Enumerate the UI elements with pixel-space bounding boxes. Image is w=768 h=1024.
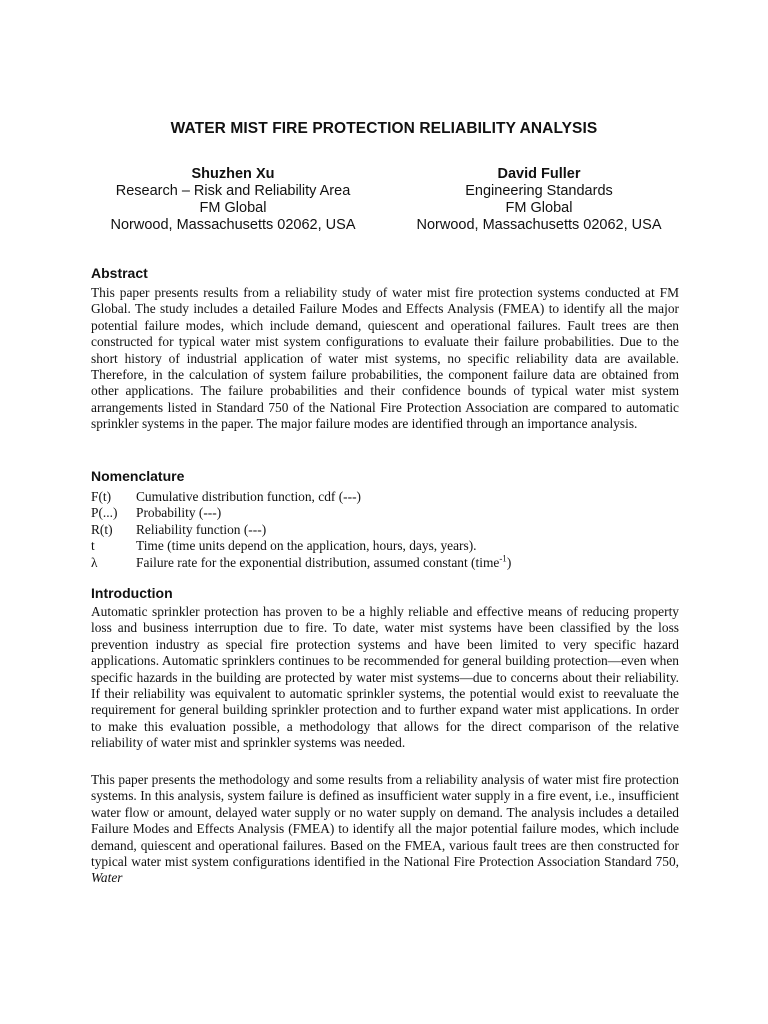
author-block-1 bbox=[83, 166, 383, 234]
nomenclature-description-tail: ) bbox=[506, 554, 512, 570]
author-name: David Fuller bbox=[497, 166, 581, 182]
nomenclature-symbol: λ bbox=[91, 554, 98, 570]
paper-title: WATER MIST FIRE PROTECTION RELIABILITY ANALYSIS bbox=[170, 120, 598, 137]
nomenclature-description: Time (time units depend on the application, hours, days, years). bbox=[136, 538, 477, 554]
nomenclature-symbol: F(t) bbox=[91, 489, 112, 504]
abstract-heading: Abstract bbox=[91, 265, 148, 281]
introduction-paragraph-1: Automatic sprinkler protection has proven to be a highly reliable and effective means of reducing property loss and business interruption due to fire. To date, water mist systems have been classified by the loss prevention industry as special fire protection systems and have been limited to very specific hazard applications. Automatic sprinklers continues to be recommended for general building protection—even when specific hazards in the building are protected by water mist systems—due to concerns about their reliability. If their reliability was equivalent to automatic sprinkler systems, the potential would exist to reevaluate the requirement for general building sprinkler protection and to further expand water mist applications. In order to make this evaluation possible, a methodology that allows for the direct comparison of the relative reliability of water mist and sprinkler systems was needed. bbox=[91, 604, 679, 751]
nomenclature-description bbox=[136, 555, 691, 571]
nomenclature-symbol: R(t) bbox=[91, 521, 113, 537]
author-organization: FM Global bbox=[505, 200, 573, 216]
nomenclature-item bbox=[91, 555, 691, 571]
author-department: Research – Risk and Reliability Area bbox=[115, 183, 351, 199]
introduction-paragraph-2-text: This paper presents the methodology and some results from a reliability analysis of water mist fire protection systems. In this analysis, system failure is defined as insufficient water supply in a fire event, i.e., insufficient water flow or amount, delayed water supply or no water supply on demand. The analysis includes a detailed Failure Modes and Effects Analysis (FMEA) to identify all the major potential failure modes, which include demand, quiescent and operational failures. Based on the FMEA, various fault trees are then constructed for typical water mist system configurations identified in the National Fire Protection Association Standard 750, bbox=[91, 772, 679, 870]
nomenclature-description-text: Failure rate for the exponential distribution, assumed constant (time bbox=[136, 554, 500, 570]
nomenclature-symbol: t bbox=[91, 538, 95, 554]
nomenclature-description: Reliability function (---) bbox=[136, 521, 267, 537]
introduction-paragraph-2 bbox=[91, 772, 679, 887]
nomenclature-symbol: P(...) bbox=[91, 505, 118, 521]
author-name: Shuzhen Xu bbox=[191, 166, 275, 182]
nomenclature-item bbox=[91, 505, 691, 521]
superscript-exponent: -1 bbox=[499, 553, 507, 564]
introduction-heading: Introduction bbox=[91, 585, 173, 601]
nomenclature-description: Probability (---) bbox=[136, 505, 222, 521]
author-address: Norwood, Massachusetts 02062, USA bbox=[416, 217, 662, 233]
author-department: Engineering Standards bbox=[465, 183, 613, 199]
author-block-2 bbox=[389, 166, 689, 234]
nomenclature-list bbox=[91, 489, 691, 571]
abstract-text: This paper presents results from a reliability study of water mist fire protection systems conducted at FM Global. The study includes a detailed Failure Modes and Effects Analysis (FMEA) to identify all the major potential failure modes, which include demand, quiescent and operational failures. Fault trees are then constructed for typical water mist system configurations to evaluate their failure probabilities. Due to the short history of industrial application of water mist systems, no specific reliability data are available. Therefore, in the calculation of system failure probabilities, the component failure data are obtained from other applications. The failure probabilities and their confidence bounds of typical water mist system arrangements listed in Standard 750 of the National Fire Protection Association are compared to automatic sprinkler systems in the paper. The major failure modes are identified through an importance analysis. bbox=[91, 285, 679, 432]
italic-title-fragment: Water bbox=[91, 870, 123, 886]
nomenclature-description: Cumulative distribution function, cdf (---) bbox=[136, 489, 361, 504]
author-organization: FM Global bbox=[199, 200, 267, 216]
nomenclature-item bbox=[91, 538, 691, 554]
author-address: Norwood, Massachusetts 02062, USA bbox=[110, 217, 356, 233]
nomenclature-heading: Nomenclature bbox=[91, 468, 185, 484]
nomenclature-item bbox=[91, 522, 691, 538]
nomenclature-item bbox=[91, 489, 691, 505]
